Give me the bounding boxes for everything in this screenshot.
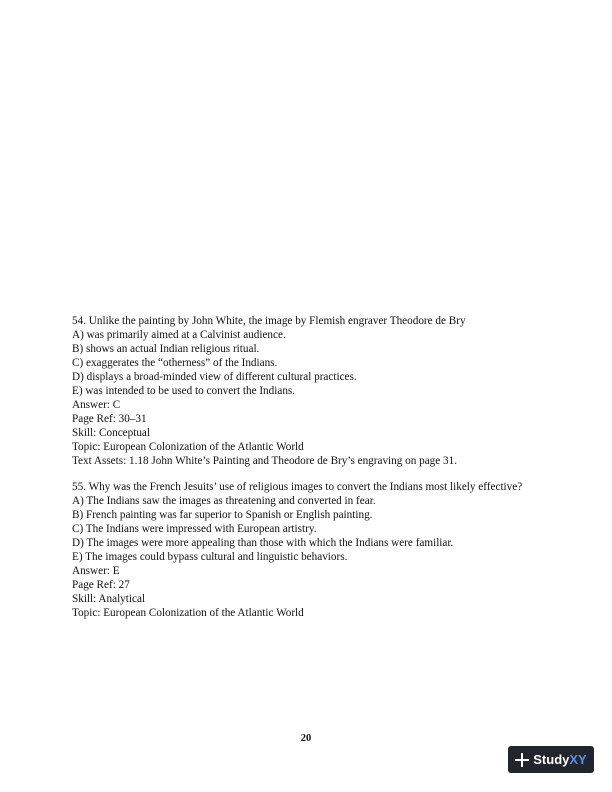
- question-54: [72, 314, 540, 468]
- page-number: 20: [300, 733, 312, 744]
- option-b: B) French painting was far superior to Spanish or English painting.: [72, 509, 373, 521]
- question-stem: 55. Why was the French Jesuits’ use of religious images to convert the Indians most likely effective?: [72, 481, 523, 493]
- question-stem: 54. Unlike the painting by John White, the image by Flemish engraver Theodore de Bry: [72, 315, 466, 327]
- option-b: B) shows an actual Indian religious ritual.: [72, 343, 260, 355]
- option-c: C) exaggerates the “otherness” of the Indians.: [72, 357, 278, 369]
- option-d: D) displays a broad-minded view of different cultural practices.: [72, 371, 357, 383]
- studyxy-logo[interactable]: [508, 746, 594, 773]
- option-a: A) was primarily aimed at a Calvinist audience.: [72, 329, 286, 341]
- text-assets: Text Assets: 1.18 John White’s Painting and Theodore de Bry’s engraving on page 31.: [72, 455, 458, 467]
- logo-text-study: Study: [533, 752, 570, 767]
- answer: Answer: C: [72, 399, 121, 411]
- option-e: E) The images could bypass cultural and linguistic behaviors.: [72, 551, 348, 563]
- option-e: E) was intended to be used to convert the Indians.: [72, 385, 296, 397]
- answer: Answer: E: [72, 565, 120, 577]
- skill: Skill: Conceptual: [72, 427, 150, 439]
- skill: Skill: Analytical: [72, 593, 146, 605]
- topic: Topic: European Colonization of the Atlantic World: [72, 607, 304, 619]
- option-d: D) The images were more appealing than those with which the Indians were familiar.: [72, 537, 454, 549]
- page-ref: Page Ref: 27: [72, 579, 130, 591]
- topic: Topic: European Colonization of the Atlantic World: [72, 441, 304, 453]
- option-c: C) The Indians were impressed with European artistry.: [72, 523, 317, 535]
- logo-text-xy: XY: [569, 752, 587, 767]
- question-55: [72, 480, 540, 620]
- plus-icon: [515, 753, 529, 767]
- option-a: A) The Indians saw the images as threatening and converted in fear.: [72, 495, 376, 507]
- page-ref: Page Ref: 30–31: [72, 413, 147, 425]
